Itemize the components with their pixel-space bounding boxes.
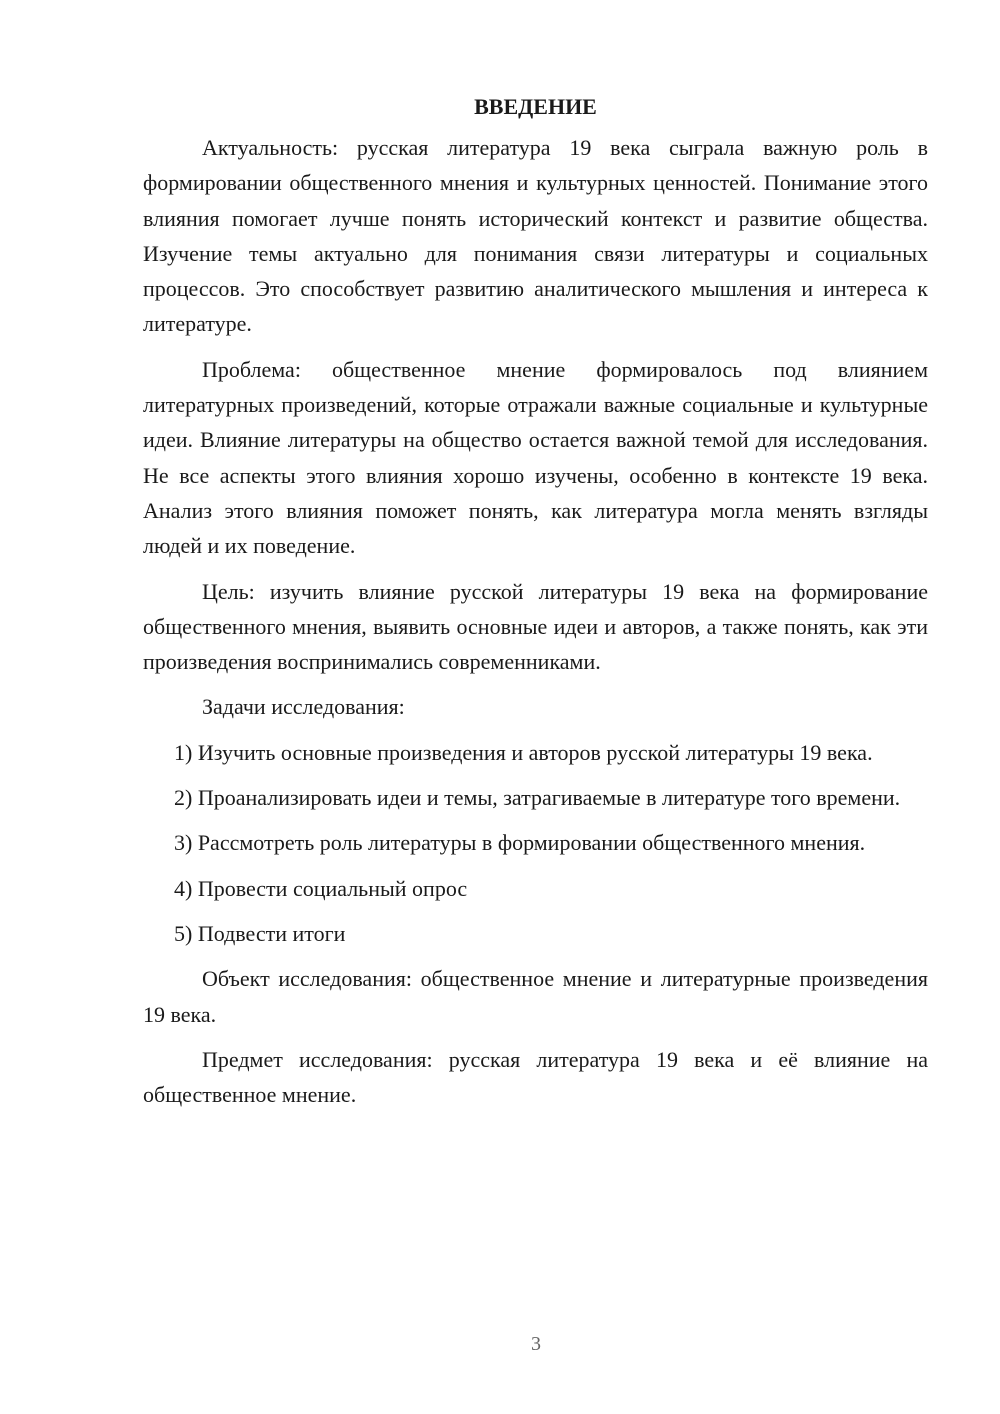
task-item-5: 5) Подвести итоги	[174, 920, 346, 946]
paragraph-goal: Цель: изучить влияние русской литературы 19 века на формирование общественного мнения, выявить основные идеи и авторов, а также понять, как эти произведения воспринимались современниками.	[143, 578, 928, 675]
task-item-2: 2) Проанализировать идеи и темы, затрагиваемые в литературе того времени.	[174, 785, 901, 811]
task-item-3: 3) Рассмотреть роль литературы в формировании общественного мнения.	[174, 830, 866, 856]
paragraph-problem: Проблема: общественное мнение формировалось под влиянием литературных произведений, которые отражали важные социальные и культурные идеи. Влияние литературы на общество остается важной темой для исследования. Не все аспекты этого влияния хорошо изучены, особенно в контексте 19 века. Анализ этого влияния поможет понять, как литература могла менять взгляды людей и их поведение.	[143, 356, 928, 559]
task-item-1: 1) Изучить основные произведения и авторов русской литературы 19 века.	[174, 739, 873, 765]
paragraph-relevance: Актуальность: русская литература 19 века сыграла важную роль в формировании общественного мнения и культурных ценностей. Понимание этого влияния помогает лучше понять исторический контекст и развитие общества. Изучение темы актуально для понимания связи литературы и социальных процессов. Это способствует развитию аналитического мышления и интереса к литературе.	[143, 135, 928, 337]
paragraph-subject: Предмет исследования: русская литература 19 века и её влияние на общественное мнение.	[143, 1046, 928, 1108]
document-page	[143, 90, 928, 1122]
page-number: 3	[531, 1333, 541, 1355]
paragraph-object: Объект исследования: общественное мнение и литературные произведения 19 века.	[143, 966, 928, 1027]
task-item-4: 4) Провести социальный опрос	[174, 875, 468, 901]
tasks-heading: Задачи исследования:	[202, 694, 405, 720]
section-heading: ВВЕДЕНИЕ	[474, 94, 597, 119]
